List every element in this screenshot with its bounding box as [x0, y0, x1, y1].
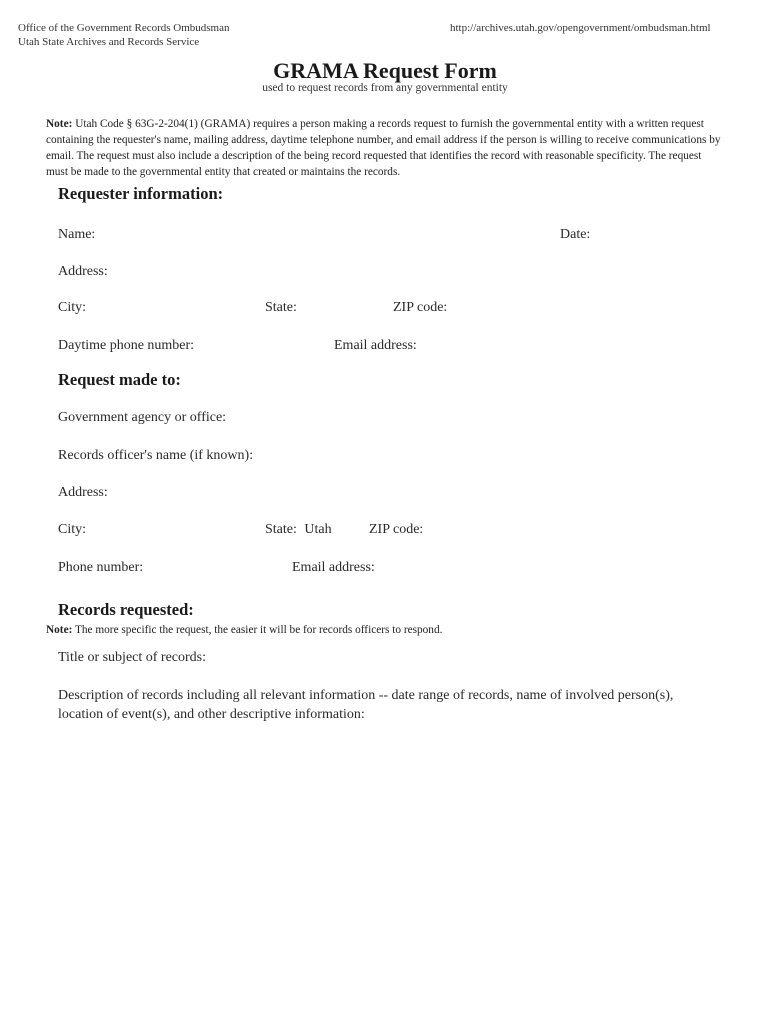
agency-zip-field[interactable] — [369, 522, 423, 538]
note-label: Note: — [46, 118, 73, 130]
requester-state-label: State: — [265, 300, 297, 315]
records-description-label: Description of records including all relevant information -- date range of records, name of involved person(s), location of event(s), and other descriptive information: — [58, 688, 674, 722]
requester-city-field[interactable] — [58, 300, 86, 316]
requester-name-field[interactable] — [58, 227, 95, 243]
agency-state-label: State: — [265, 522, 297, 537]
requester-zip-label: ZIP code: — [393, 300, 448, 315]
requester-city-label: City: — [58, 300, 87, 315]
agency-zip-label: ZIP code: — [369, 522, 424, 537]
agency-city-label: City: — [58, 522, 87, 537]
records-note — [46, 624, 442, 636]
records-description-field[interactable] — [58, 686, 698, 724]
records-title-field[interactable] — [58, 650, 206, 666]
note-text: Utah Code § 63G-2-204(1) (GRAMA) requires a person making a records request to furnish the governmental entity with a written request containing the requester's name, mailing address, daytime telephone number, and email address if the person is willing to receive communications by email. The request must also include a description of the being record requested that identifies the record with reasonable specificity. The request must be made to the governmental entity that created or maintains the records. — [46, 118, 721, 178]
requester-state-field[interactable] — [265, 300, 297, 316]
agency-email-field[interactable] — [292, 560, 375, 576]
records-note-text: The more specific the request, the easier it will be for records officers to respond. — [74, 624, 443, 636]
office-name: Office of the Government Records Ombudsman — [18, 22, 230, 34]
requester-phone-label: Daytime phone number: — [58, 338, 195, 353]
records-officer-field[interactable] — [58, 448, 253, 464]
agency-phone-field[interactable] — [58, 560, 143, 576]
requester-email-field[interactable] — [334, 338, 417, 354]
agency-email-label: Email address: — [292, 560, 375, 575]
records-title-label: Title or subject of records: — [58, 650, 207, 665]
requester-phone-field[interactable] — [58, 338, 194, 354]
requester-email-label: Email address: — [334, 338, 417, 353]
grama-note — [46, 116, 726, 180]
agency-name: Utah State Archives and Records Service — [18, 36, 200, 48]
requester-address-label: Address: — [58, 264, 108, 279]
request-date-field[interactable] — [560, 227, 590, 243]
page-title: GRAMA Request Form — [273, 58, 497, 83]
records-note-label: Note: — [46, 624, 73, 636]
agency-field[interactable] — [58, 410, 226, 426]
request-date-label: Date: — [560, 227, 591, 242]
agency-state-field[interactable] — [265, 522, 332, 538]
requester-zip-field[interactable] — [393, 300, 447, 316]
header-url-link[interactable]: http://archives.utah.gov/opengovernment/ombudsman.html — [450, 22, 711, 34]
agency-phone-label: Phone number: — [58, 560, 144, 575]
records-heading: Records requested: — [58, 600, 194, 619]
agency-label: Government agency or office: — [58, 410, 227, 425]
requester-address-field[interactable] — [58, 264, 108, 280]
page-subtitle: used to request records from any governmental entity — [262, 82, 508, 94]
records-officer-label: Records officer's name (if known): — [58, 448, 254, 463]
agency-city-field[interactable] — [58, 522, 86, 538]
agency-state-value: Utah — [304, 522, 332, 537]
agency-address-field[interactable] — [58, 485, 108, 501]
requester-name-label: Name: — [58, 227, 96, 242]
requester-heading: Requester information: — [58, 184, 224, 203]
agency-address-label: Address: — [58, 485, 108, 500]
request-to-heading: Request made to: — [58, 370, 181, 389]
